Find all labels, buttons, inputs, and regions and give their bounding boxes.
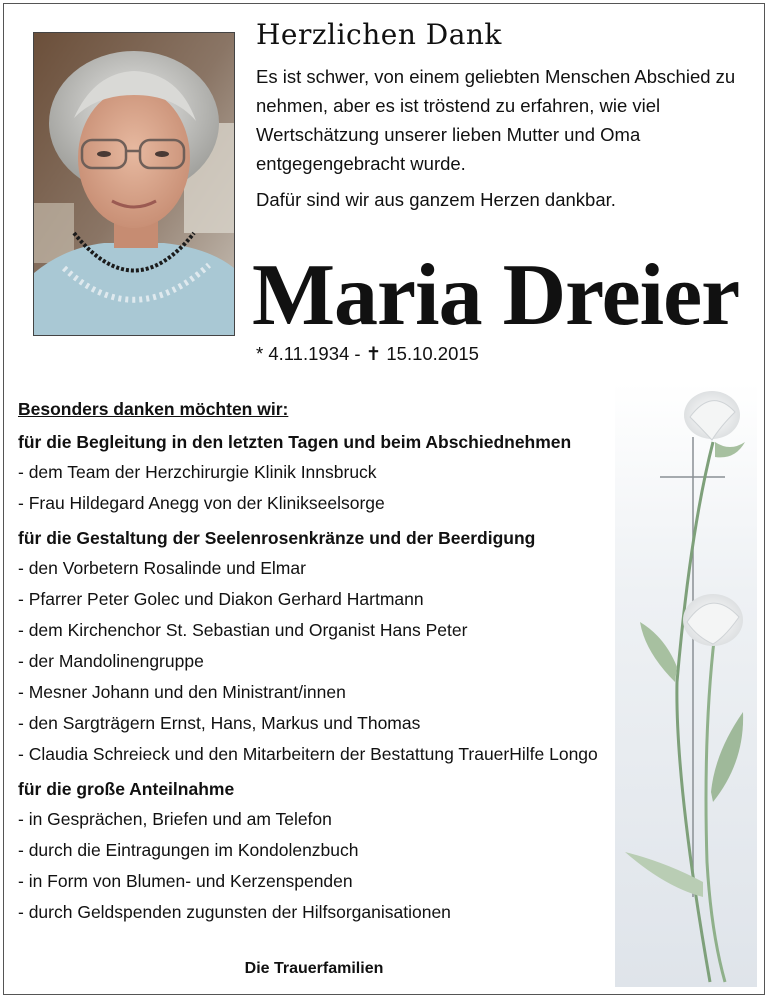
deceased-name: Maria Dreier bbox=[252, 247, 740, 344]
cross-icon: ✝ bbox=[365, 344, 382, 365]
thanks-section bbox=[18, 523, 618, 770]
list-item: - den Vorbetern Rosalinde und Elmar bbox=[18, 558, 306, 578]
list-item: - Mesner Johann und den Ministrant/innen bbox=[18, 682, 346, 702]
list-item: - Pfarrer Peter Golec und Diakon Gerhard Hartmann bbox=[18, 589, 424, 609]
portrait-photo bbox=[33, 32, 235, 336]
life-dates bbox=[256, 343, 479, 365]
intro-paragraph: Es ist schwer, von einem geliebten Menschen Abschied zu nehmen, aber es ist tröstend zu erfahren, wie viel Wertschätzung unserer lieben Mutter und Oma entgegengebracht wurde. bbox=[256, 66, 736, 174]
page-heading: Herzlichen Dank bbox=[256, 18, 502, 51]
list-item: - Claudia Schreieck und den Mitarbeitern der Bestattung TrauerHilfe Longo bbox=[18, 744, 598, 764]
list-item: - den Sargträgern Ernst, Hans, Markus und Thomas bbox=[18, 713, 421, 733]
list-item: - dem Team der Herzchirurgie Klinik Innsbruck bbox=[18, 462, 377, 482]
list-item: - dem Kirchenchor St. Sebastian und Organist Hans Peter bbox=[18, 620, 468, 640]
intro-text bbox=[256, 62, 736, 214]
list-item: - in Form von Blumen- und Kerzenspenden bbox=[18, 871, 353, 891]
rose-cross-decoration bbox=[615, 382, 757, 987]
thanks-section bbox=[18, 427, 618, 519]
section-title: für die Gestaltung der Seelenrosenkränze und der Beerdigung bbox=[18, 528, 536, 548]
list-item: - Frau Hildegard Anegg von der Klinikseelsorge bbox=[18, 493, 385, 513]
list-item: - durch die Eintragungen im Kondolenzbuch bbox=[18, 840, 359, 860]
thanks-list bbox=[18, 394, 618, 932]
list-item: - der Mandolinengruppe bbox=[18, 651, 204, 671]
thanks-section bbox=[18, 774, 618, 928]
death-date: 15.10.2015 bbox=[381, 343, 479, 364]
birth-date: * 4.11.1934 - bbox=[256, 343, 366, 364]
signature: Die Trauerfamilien bbox=[244, 960, 384, 977]
thanks-heading: Besonders danken möchten wir: bbox=[18, 399, 289, 419]
section-title: für die Begleitung in den letzten Tagen und beim Abschiednehmen bbox=[18, 432, 572, 452]
list-item: - in Gesprächen, Briefen und am Telefon bbox=[18, 809, 332, 829]
intro-paragraph: Dafür sind wir aus ganzem Herzen dankbar. bbox=[256, 189, 616, 210]
section-title: für die große Anteilnahme bbox=[18, 779, 235, 799]
list-item: - durch Geldspenden zugunsten der Hilfsorganisationen bbox=[18, 902, 451, 922]
